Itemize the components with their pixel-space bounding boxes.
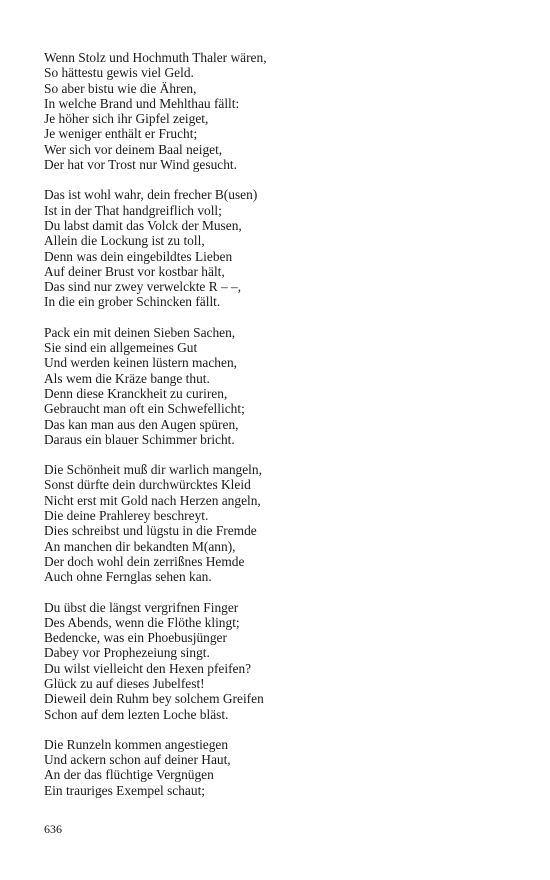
verse-line: So hättestu gewis viel Geld. xyxy=(44,65,194,81)
verse-line: Das ist wohl wahr, dein frecher B(usen) xyxy=(44,187,258,203)
verse-line: Denn diese Kranckheit zu curiren, xyxy=(44,385,228,401)
verse-line: Und ackern schon auf deiner Haut, xyxy=(44,752,231,768)
verse-line: Sie sind ein allgemeines Gut xyxy=(44,340,198,356)
verse-line: Sonst dürfte dein durchwürcktes Kleid xyxy=(44,477,251,493)
verse-line: Ein trauriges Exempel schaut; xyxy=(44,782,206,798)
verse-line: Dieweil dein Ruhm bey solchem Greifen xyxy=(44,691,264,707)
verse-line: Denn was dein eingebildtes Lieben xyxy=(44,248,233,264)
stanza xyxy=(44,462,514,584)
verse-line: Die Runzeln kommen angestiegen xyxy=(44,736,229,752)
verse-line: Und werden keinen lüstern machen, xyxy=(44,355,237,371)
verse-line: Du labst damit das Volck der Musen, xyxy=(44,217,242,233)
stanza xyxy=(44,187,514,309)
poem-text xyxy=(44,50,514,813)
verse-line: Dabey vor Prophezeiung singt. xyxy=(44,645,210,661)
verse-line: Pack ein mit deinen Sieben Sachen, xyxy=(44,324,236,340)
verse-line: Je weniger enthält er Frucht; xyxy=(44,126,198,142)
verse-line: Der hat vor Trost nur Wind gesucht. xyxy=(44,157,237,173)
stanza xyxy=(44,600,514,722)
verse-line: In die ein grober Schincken fällt. xyxy=(44,294,221,310)
verse-line: Wenn Stolz und Hochmuth Thaler wären, xyxy=(44,50,267,65)
verse-line: Du wilst vielleicht den Hexen pfeifen? xyxy=(44,660,252,676)
verse-line: Auf deiner Brust vor kostbar hält, xyxy=(44,263,225,279)
verse-line: Wer sich vor deinem Baal neiget, xyxy=(44,141,223,157)
verse-line: Als wem die Kräze bange thut. xyxy=(44,370,210,386)
page-number: 636 xyxy=(44,822,62,836)
verse-line: Des Abends, wenn die Flöthe klingt; xyxy=(44,614,240,630)
verse-line: Bedencke, was ein Phoebusjünger xyxy=(44,630,227,646)
verse-line: An manchen dir bekandten M(ann), xyxy=(44,538,236,554)
verse-line: Allein die Lockung ist zu toll, xyxy=(44,233,205,249)
verse-line: Schon auf dem lezten Loche bläst. xyxy=(44,706,229,722)
verse-line: Je höher sich ihr Gipfel zeiget, xyxy=(44,111,209,127)
verse-line: Das sind nur zwey verwelckte R – –, xyxy=(44,279,242,295)
verse-line: Nicht erst mit Gold nach Herzen angeln, xyxy=(44,492,261,508)
verse-line: Gebraucht man oft ein Schwefellicht; xyxy=(44,401,245,417)
verse-line: Der doch wohl dein zerrißnes Hemde xyxy=(44,553,245,569)
verse-line: In welche Brand und Mehlthau fällt: xyxy=(44,95,240,111)
verse-line: Ist in der That handgreiflich voll; xyxy=(44,202,222,218)
verse-line: Du übst die längst vergrifnen Finger xyxy=(44,599,239,615)
stanza xyxy=(44,737,514,798)
verse-line: Glück zu auf dieses Jubelfest! xyxy=(44,675,205,691)
verse-line: Daraus ein blauer Schimmer bricht. xyxy=(44,431,235,447)
verse-line: Dies schreibst und lügstu in die Fremde xyxy=(44,523,257,539)
stanza xyxy=(44,325,514,447)
verse-line: So aber bistu wie die Ähren, xyxy=(44,80,197,96)
verse-line: Die deine Prahlerey beschreyt. xyxy=(44,508,209,524)
verse-line: Das kan man aus den Augen spüren, xyxy=(44,416,239,432)
verse-line: Die Schönheit muß dir warlich mangeln, xyxy=(44,462,262,478)
stanza xyxy=(44,50,514,172)
verse-line: An der das flüchtige Vergnügen xyxy=(44,767,214,783)
verse-line: Auch ohne Fernglas sehen kan. xyxy=(44,569,212,585)
